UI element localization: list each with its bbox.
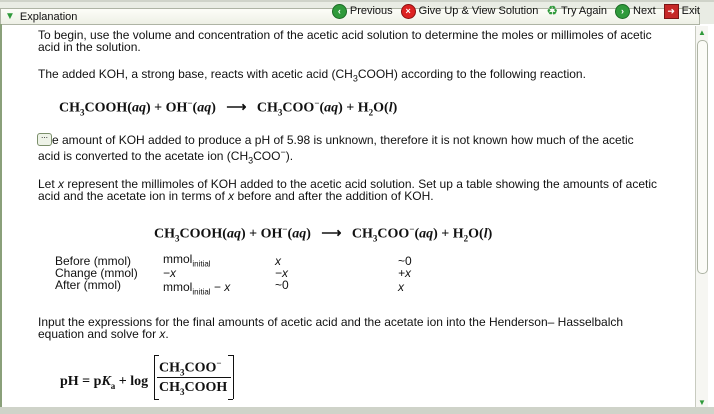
p2-text-a: The added KOH, a strong base, reacts with acetic acid (CH [38, 67, 353, 81]
p5-x: x [159, 327, 166, 341]
vertical-scrollbar[interactable] [695, 26, 708, 410]
p4-x: x [58, 177, 65, 191]
cell-after-oh: ~0 [275, 278, 289, 292]
p4-x2: x [228, 189, 235, 203]
row-label-before: Before (mmol) [55, 254, 132, 268]
scroll-down-arrow-icon[interactable]: ▼ [698, 398, 706, 407]
next-arrow-icon: › [615, 4, 630, 19]
bracket-tr [228, 355, 233, 356]
reaction-equation-2: $CH_3COOH(aq) + OH^-(aq)$ ⟶ $CH_3COO^-(aq) + H_2O(l)$ [154, 224, 493, 244]
p4-b: represent the millimoles of KOH added to the acetic acid solution. Set up a table showing the amounts of acetic acid and the acetate ion in terms of [38, 177, 658, 203]
refresh-icon: ♻ [546, 3, 558, 18]
paragraph-1: To begin, use the volume and concentration of the acetic acid solution to determine the moles or millimoles of acetic acid in the solution. [38, 28, 652, 54]
collapse-triangle-icon[interactable]: ▼ [5, 11, 15, 22]
exit-label: Exit [681, 5, 700, 17]
hh-numerator: $CH_3COO^-$ [159, 358, 222, 378]
comment-bubble-icon[interactable]: ⋯ [37, 133, 52, 146]
p4-a: Let [38, 177, 59, 191]
next-button[interactable] [615, 4, 656, 19]
initial-sub: initial [192, 259, 211, 269]
cell-before-acetate: ~0 [398, 254, 412, 268]
initial-sub-after: initial [192, 287, 211, 297]
bracket-br [228, 399, 233, 400]
exit-icon: ➜ [664, 4, 679, 19]
paragraph-3: e amount of KOH added to produce a pH of 5.98 is unknown, therefore it is not known how much of the acetic acid is converted to the acetate ion $(CH_3COO^-)$. [38, 133, 634, 166]
paragraph-5 [38, 316, 668, 340]
try-again-button[interactable] [546, 3, 607, 19]
p3-text: e amount of KOH added to produce a pH of 5.98 is unknown, therefore it is not known how much of the acetic acid is converted to the acetate ion (CH [38, 133, 634, 163]
bracket-bl [154, 399, 159, 400]
p2-text-b: COOH) according to the following reaction. [357, 67, 586, 81]
mmol-text-after: mmol [163, 280, 193, 294]
paragraph-2 [38, 68, 658, 84]
hh-lhs: pH = $pK_a + \log$ [60, 374, 149, 391]
explanation-title: Explanation [19, 10, 78, 23]
bracket-tl [154, 355, 159, 356]
p5-b: . [165, 327, 169, 341]
p3-tail: ). [285, 149, 294, 163]
scroll-thumb[interactable] [697, 40, 708, 274]
cell-after-acid [163, 281, 230, 298]
cell-change-acetate [398, 267, 411, 279]
p4-c: before and after the addition of KOH. [234, 189, 434, 203]
cell-after-acetate [398, 281, 404, 293]
mmol-text: mmol [163, 252, 193, 266]
fraction-bar [157, 377, 231, 378]
hh-denominator: $CH_3COOH$ [159, 380, 228, 397]
reaction-equation-1: $CH_3COOH(aq) + OH^-(aq)$ ⟶ $CH_3COO^-(aq) + H_2O(l)$ [59, 98, 398, 118]
toolbar [332, 1, 700, 21]
give-up-button[interactable] [401, 4, 539, 19]
after-acetate-value: x [398, 280, 404, 294]
cell-change-acid [163, 267, 176, 279]
paragraph-4 [38, 178, 658, 202]
p5-a: Input the expressions for the final amounts of acetic acid and the acetate ion into the Henderson– Hasselbalch equation and solve for [38, 315, 624, 341]
previous-arrow-icon: ‹ [332, 4, 347, 19]
change-acetate-value: +x [398, 266, 412, 280]
after-suffix: − x [213, 280, 231, 294]
row-label-after: After (mmol) [55, 278, 121, 292]
exit-button[interactable] [664, 4, 700, 19]
p3-end: COO [253, 149, 281, 163]
try-again-label: Try Again [560, 5, 608, 17]
previous-label: Previous [349, 5, 393, 17]
row-label-change: Change (mmol) [55, 266, 138, 280]
change-oh-value: −x [275, 266, 289, 280]
give-up-label: Give Up & View Solution [418, 5, 539, 17]
explanation-content [0, 24, 696, 408]
next-label: Next [633, 5, 656, 17]
scroll-up-arrow-icon[interactable]: ▲ [698, 28, 706, 37]
cancel-x-icon: × [401, 4, 416, 19]
p2-sub: 3 [352, 73, 358, 84]
bottom-border [0, 407, 714, 414]
change-acid-value: −x [163, 266, 177, 280]
before-oh-value: x [275, 254, 281, 268]
previous-button[interactable] [332, 4, 393, 19]
